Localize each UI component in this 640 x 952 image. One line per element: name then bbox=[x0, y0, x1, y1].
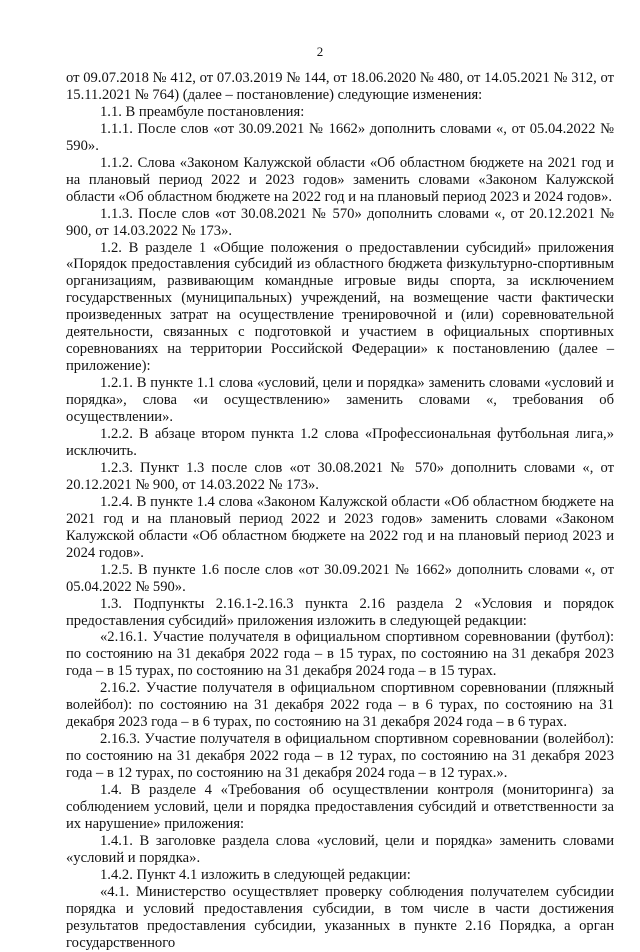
paragraph: 1.1. В преамбуле постановления: bbox=[100, 103, 305, 120]
paragraph: 1.2.2. В абзаце втором пункта 1.2 слова «Профессиональная футбольная лига,» исключить. bbox=[66, 426, 614, 459]
paragraph: 1.1.3. После слов «от 30.08.2021 № 570» дополнить словами «, от 20.12.2021 № 900, от 14.03.2022 № 173». bbox=[66, 205, 614, 239]
paragraph: 1.2.5. В пункте 1.6 после слов «от 30.09.2021 № 1662» дополнить словами «, от 05.04.2022 № 590». bbox=[66, 561, 614, 595]
paragraph: от 09.07.2018 № 412, от 07.03.2019 № 144, от 18.06.2020 № 480, от 14.05.2021 № 312, от 15.11.2021 № 764) (далее – постановление) следующие изменения: bbox=[66, 70, 614, 103]
paragraph: 1.1.1. После слов «от 30.09.2021 № 1662» дополнить словами «, от 05.04.2022 № 590». bbox=[66, 120, 614, 154]
paragraph: 1.3. Подпункты 2.16.1-2.16.3 пункта 2.16 раздела 2 «Условия и порядок предоставления субсидий» приложения изложить в следующей редакции: bbox=[66, 595, 614, 629]
page-number: 2 bbox=[316, 44, 324, 59]
paragraph: 1.2.1. В пункте 1.1 слова «условий, цели и порядка» заменить словами «условий и порядка», слова «и осуществлению» заменить словами «, требования об осуществлении». bbox=[66, 375, 614, 426]
paragraph: 2.16.2. Участие получателя в официальном спортивном соревновании (пляжный волейбол): по состоянию на 31 декабря 2022 года – в 6 турах, по состоянию на 31 декабря 2023 года – в 6 турах, по состоянию на 31 декабря 2024 года – в 6 турах. bbox=[66, 680, 614, 731]
paragraph: 1.4.1. В заголовке раздела слова «условий, цели и порядка» заменить словами «условий и порядка». bbox=[66, 832, 614, 866]
document-body bbox=[66, 70, 614, 952]
paragraph: «2.16.1. Участие получателя в официальном спортивном соревновании (футбол): по состоянию на 31 декабря 2022 года – в 15 турах, по состоянию на 31 декабря 2023 года – в 15 турах, по состоянию на 31 декабря 2024 года – в 15 турах. bbox=[66, 629, 614, 680]
paragraph: 1.1.2. Слова «Законом Калужской области «Об областном бюджете на 2021 год и на плановый период 2022 и 2023 годов» заменить словами «Законом Калужской области «Об областном бюджете на 2022 год и на плановый период 2023 и 2024 годов». bbox=[66, 154, 614, 205]
paragraph: 2.16.3. Участие получателя в официальном спортивном соревновании (волейбол): по состоянию на 31 декабря 2022 года – в 12 турах, по состоянию на 31 декабря 2023 года – в 12 турах, по состоянию на 31 декабря 2024 года – в 12 турах.». bbox=[66, 731, 614, 782]
paragraph: 1.4. В разделе 4 «Требования об осуществлении контроля (мониторинга) за соблюдением условий, цели и порядка предоставления субсидий и ответственности за их нарушение» приложения: bbox=[66, 782, 614, 832]
paragraph: 1.2.3. Пункт 1.3 после слов «от 30.08.2021 № 570» дополнить словами «, от 20.12.2021 № 900, от 14.03.2022 № 173». bbox=[66, 459, 614, 493]
paragraph: 1.2. В разделе 1 «Общие положения о предоставлении субсидий» приложения «Порядок предоставления субсидий из областного бюджета физкультурно-спортивным организациям, развивающим командные игровые виды спорта, за исключением государственных (муниципальных) учреждений, на возмещение части фактически произведенных затрат на осуществление тренировочной и (или) соревновательной деятельности, связанных с подготовкой и участием в официальных спортивных соревнованиях на территории Российской Федерации» к постановлению (далее – приложение): bbox=[66, 239, 614, 375]
paragraph: 1.4.2. Пункт 4.1 изложить в следующей редакции: bbox=[100, 866, 411, 883]
paragraph: «4.1. Министерство осуществляет проверку соблюдения получателем субсидии порядка и условий предоставления субсидии, в том числе в части достижения результатов предоставления субсидии, указанных в пункте 2.16 Порядка, а орган государственного bbox=[66, 883, 614, 951]
paragraph: 1.2.4. В пункте 1.4 слова «Законом Калужской области «Об областном бюджете на 2021 год и на плановый период 2022 и 2023 годов» заменить словами «Законом Калужской области «Об областном бюджете на 2022 год и на плановый период 2023 и 2024 годов». bbox=[66, 493, 614, 561]
